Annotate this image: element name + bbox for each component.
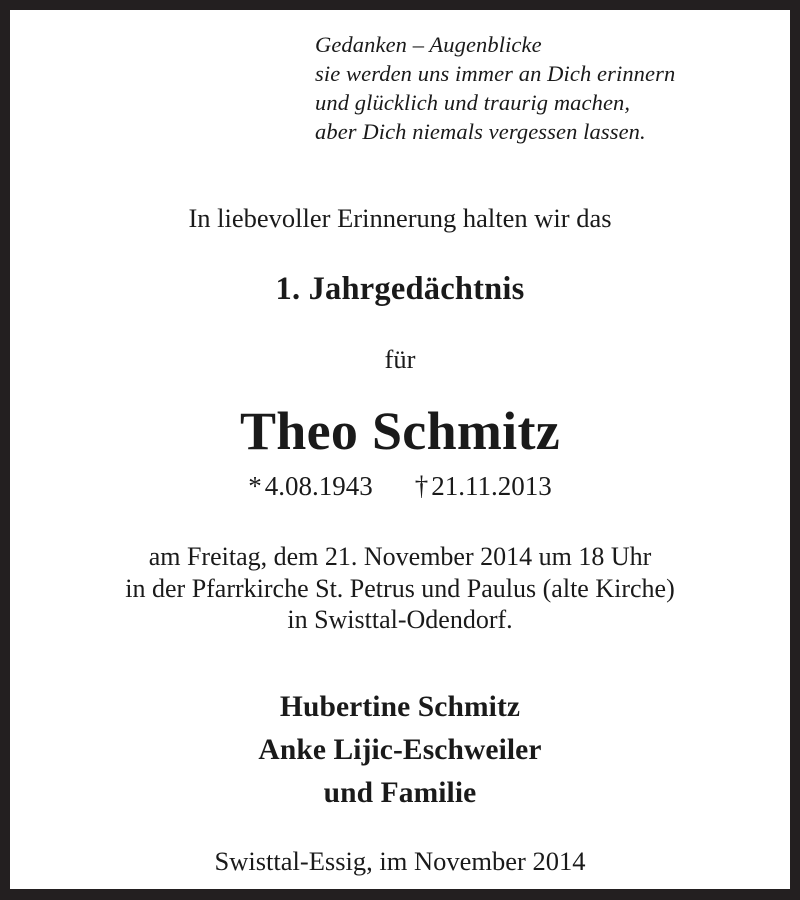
- family-names: [10, 686, 790, 815]
- family-name-3: und Familie: [323, 777, 477, 809]
- verse-line-2: sie werden uns immer an Dich erinnern: [315, 61, 676, 86]
- occasion-title: 1. Jahrgedächtnis: [275, 271, 525, 307]
- for-label: für: [384, 344, 416, 374]
- memorial-verse: [315, 30, 675, 146]
- deceased-name: Theo Schmitz: [239, 401, 561, 461]
- place-and-date: Swisttal-Essig, im November 2014: [214, 846, 586, 876]
- verse-line-1: Gedanken – Augenblicke: [315, 32, 542, 57]
- family-name-1: Hubertine Schmitz: [279, 691, 521, 723]
- birth-star-icon: *: [248, 471, 262, 501]
- service-town: in Swisttal-Odendorf.: [287, 605, 513, 634]
- life-dates: [10, 469, 790, 503]
- service-details: [10, 541, 790, 636]
- death-cross-icon: †: [414, 471, 429, 501]
- family-name-2: Anke Lijic-Eschweiler: [258, 734, 542, 766]
- death-date: 21.11.2013: [431, 471, 552, 501]
- verse-line-4: aber Dich niemals vergessen lassen.: [315, 119, 646, 144]
- service-datetime: am Freitag, dem 21. November 2014 um 18 Uhr: [148, 542, 652, 571]
- verse-line-3: und glücklich und traurig machen,: [315, 90, 631, 115]
- service-location: in der Pfarrkirche St. Petrus und Paulus (alte Kirche): [125, 573, 675, 603]
- obituary-card: [10, 10, 790, 889]
- intro-line: In liebevoller Erinnerung halten wir das: [188, 203, 612, 233]
- birth-date: 4.08.1943: [264, 471, 373, 501]
